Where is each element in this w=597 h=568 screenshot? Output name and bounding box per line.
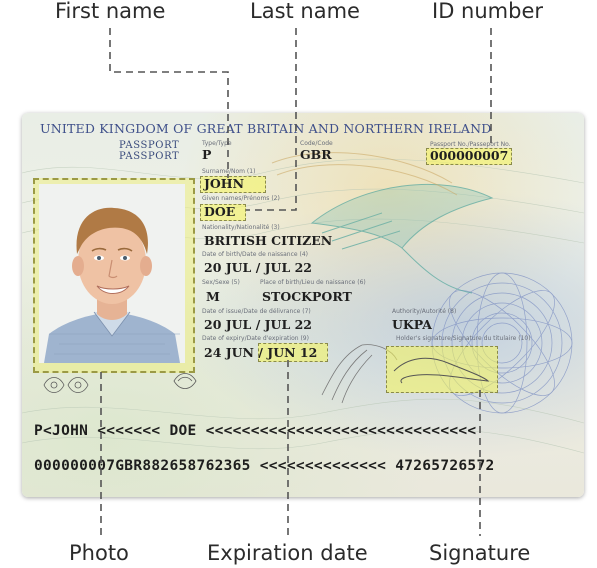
date-of-expiry-value: 24 JUN / JUN 12 <box>204 345 318 360</box>
mrz-line-1: P<JOHN <<<<<<< DOE <<<<<<<<<<<<<<<<<<<<<<<<<<<<<< <box>34 423 477 439</box>
place-of-birth-value: STOCKPORT <box>262 289 352 304</box>
date-of-birth-value: 20 JUL / JUL 22 <box>204 260 312 275</box>
last-name-callout: Last name <box>250 0 360 23</box>
document-label-alt: PASSPORT <box>119 151 180 162</box>
place-of-birth-label: Place of birth/Lieu de naissance (6) <box>260 279 366 286</box>
surname-label: Surname/Nom (1) <box>202 168 256 175</box>
expiration-date-callout: Expiration date <box>207 541 368 565</box>
first-name-callout: First name <box>55 0 166 23</box>
passport-data-page <box>22 113 584 497</box>
nationality-label: Nationality/Nationalité (3) <box>202 224 280 231</box>
date-of-issue-value: 20 JUL / JUL 22 <box>204 317 312 332</box>
issuing-country: UNITED KINGDOM OF GREAT BRITAIN AND NORTHERN IRELAND <box>40 121 492 136</box>
signature-label: Holder's signature/Signature du titulaire (10) <box>396 335 531 342</box>
type-label: Type/Type <box>202 140 232 147</box>
nationality-value: BRITISH CITIZEN <box>204 233 333 248</box>
type-value: P <box>202 147 212 162</box>
sex-value: M <box>206 289 220 304</box>
authority-label: Authority/Autorité (8) <box>392 308 457 315</box>
given-names-value: DOE <box>204 204 236 219</box>
date-of-birth-label: Date of birth/Date de naissance (4) <box>202 251 308 258</box>
authority-value: UKPA <box>392 317 432 332</box>
holder-photo <box>39 184 185 363</box>
mrz-line-2: 000000007GBR882658762365 <<<<<<<<<<<<<< 47265726572 <box>34 458 495 474</box>
document-label: PASSPORT <box>119 140 180 151</box>
date-of-expiry-label: Date of expiry/Date d'expiration (9) <box>202 335 309 342</box>
passport-number-label: Passport No./Passeport No. <box>430 141 511 148</box>
signature-callout: Signature <box>429 541 531 565</box>
code-value: GBR <box>300 147 332 162</box>
surname-value: JOHN <box>204 176 245 191</box>
id-number-callout: ID number <box>432 0 543 23</box>
passport-number-value: 000000007 <box>430 148 509 163</box>
bird-art-icon <box>312 184 492 293</box>
given-names-label: Given names/Prénoms (2) <box>202 195 280 202</box>
date-of-issue-label: Date of issue/Date de délivrance (7) <box>202 308 311 315</box>
photo-callout: Photo <box>69 541 129 565</box>
code-label: Code/Code <box>300 140 333 147</box>
sex-label: Sex/Sexe (5) <box>202 279 240 286</box>
holder-signature-icon <box>388 349 494 389</box>
emblem-flourish-icon <box>44 378 88 393</box>
